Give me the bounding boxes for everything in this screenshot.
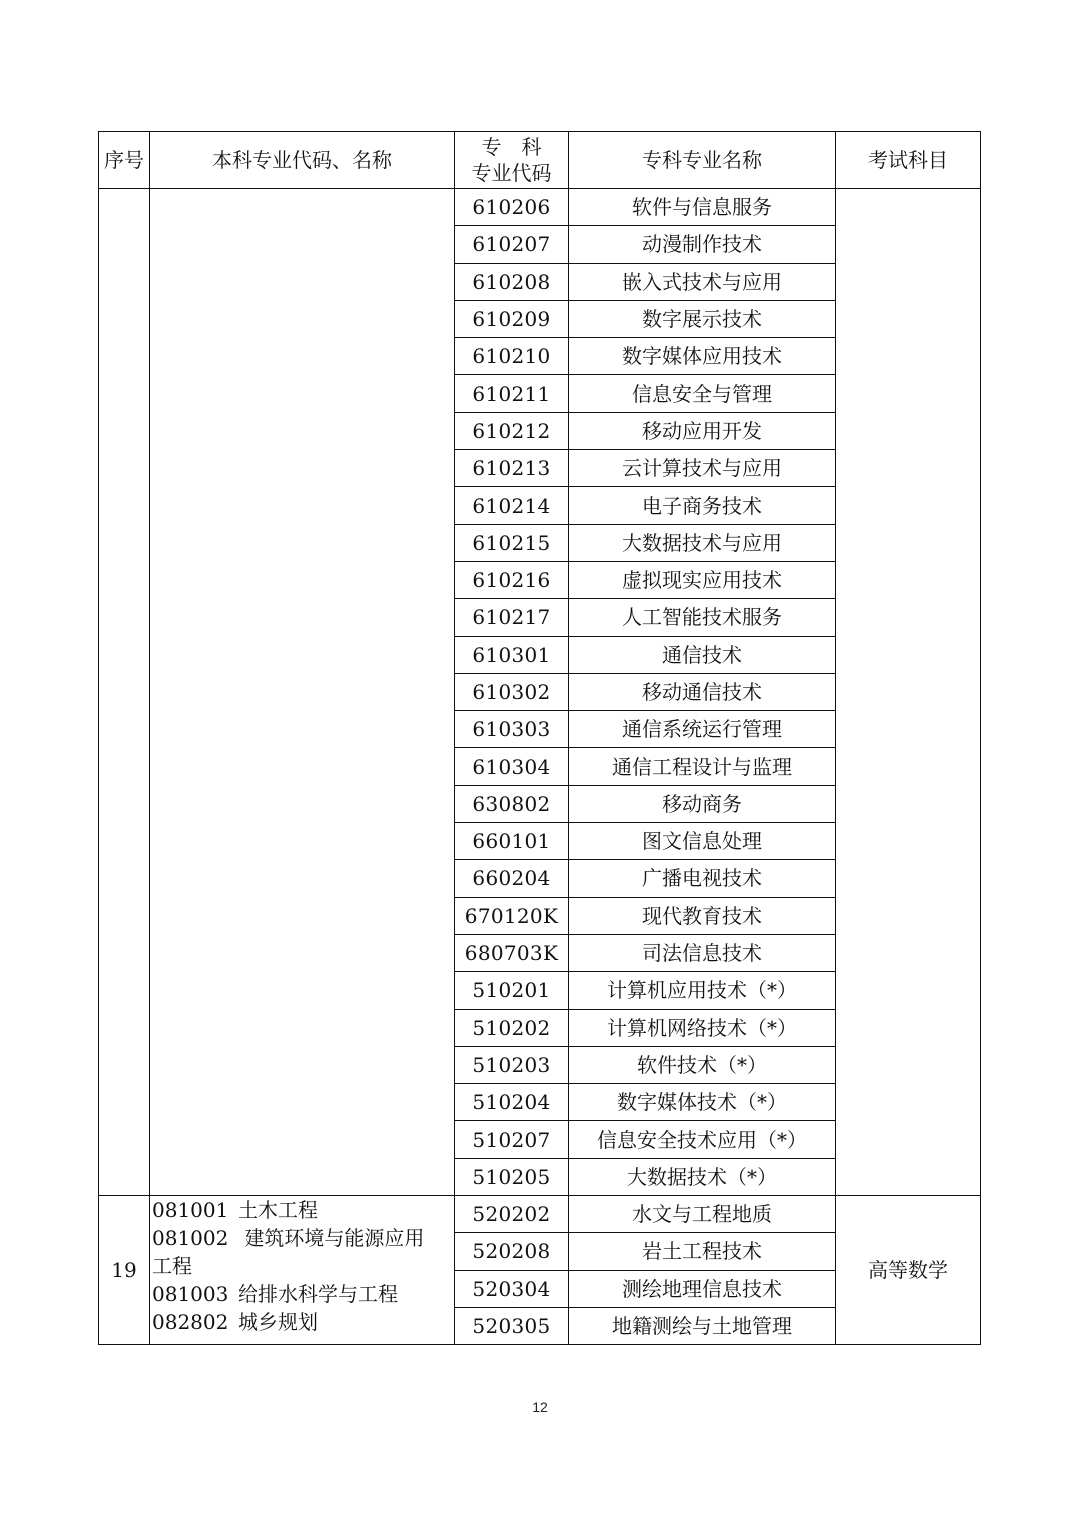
zk-name-cell: 通信技术 [569,636,836,673]
bk-major-line [152,1308,454,1336]
page-number: 12 [532,1399,548,1415]
zk-name-cell: 数字媒体技术（*） [569,1084,836,1121]
bk-major-name: 工程 [152,1254,192,1279]
zk-code-cell: 610212 [455,412,569,449]
zk-code-cell: 610214 [455,487,569,524]
header-zk-code [455,132,569,189]
zk-code-cell: 520305 [455,1307,569,1344]
zk-name-cell: 移动应用开发 [569,412,836,449]
zk-name-cell: 数字展示技术 [569,300,836,337]
zk-name-cell: 移动通信技术 [569,673,836,710]
table-row [99,1196,981,1233]
header-exam: 考试科目 [836,132,981,189]
zk-code-cell: 610207 [455,226,569,263]
zk-code-cell: 520304 [455,1270,569,1307]
zk-code-cell: 610304 [455,748,569,785]
zk-code-cell: 510201 [455,972,569,1009]
zk-code-cell: 610302 [455,673,569,710]
header-zk-name: 专科专业名称 [569,132,836,189]
zk-code-cell: 510207 [455,1121,569,1158]
header-row [99,132,981,189]
zk-code-cell: 610301 [455,636,569,673]
table-row [99,189,981,226]
zk-code-cell: 680703K [455,934,569,971]
zk-name-cell: 大数据技术（*） [569,1158,836,1195]
bk-major-line [152,1280,454,1308]
exam-cell-empty [836,189,981,1196]
zk-code-cell: 670120K [455,897,569,934]
zk-code-cell: 610213 [455,450,569,487]
majors-table [98,131,981,1345]
bk-major-line [152,1252,454,1280]
zk-name-cell: 大数据技术与应用 [569,524,836,561]
zk-name-cell: 云计算技术与应用 [569,450,836,487]
zk-code-cell: 610210 [455,338,569,375]
zk-code-cell: 610209 [455,300,569,337]
zk-name-cell: 计算机应用技术（*） [569,972,836,1009]
zk-code-cell: 610208 [455,263,569,300]
bk-majors-cell [150,1196,455,1345]
zk-name-cell: 电子商务技术 [569,487,836,524]
zk-code-cell: 630802 [455,785,569,822]
zk-name-cell: 信息安全技术应用（*） [569,1121,836,1158]
zk-name-cell: 软件技术（*） [569,1046,836,1083]
bk-major-code: 081002 [152,1226,229,1251]
zk-code-cell: 660101 [455,823,569,860]
zk-name-cell: 图文信息处理 [569,823,836,860]
bk-major-name: 土木工程 [238,1198,318,1223]
exam-cell: 高等数学 [836,1196,981,1345]
bk-major-name: 建筑环境与能源应用 [238,1226,425,1251]
header-zk-code-line2: 专业代码 [471,161,552,185]
zk-code-cell: 510202 [455,1009,569,1046]
zk-code-cell: 610217 [455,599,569,636]
zk-code-cell: 520202 [455,1196,569,1233]
zk-code-cell: 510205 [455,1158,569,1195]
zk-name-cell: 司法信息技术 [569,934,836,971]
zk-name-cell: 岩土工程技术 [569,1233,836,1270]
zk-name-cell: 人工智能技术服务 [569,599,836,636]
bk-major-code: 082802 [152,1310,229,1335]
zk-code-cell: 610303 [455,711,569,748]
bk-major-code: 081001 [152,1198,229,1223]
bk-cell-empty [150,189,455,1196]
zk-name-cell: 通信系统运行管理 [569,711,836,748]
zk-name-cell: 信息安全与管理 [569,375,836,412]
zk-name-cell: 通信工程设计与监理 [569,748,836,785]
bk-major-line [152,1196,454,1224]
zk-name-cell: 虚拟现实应用技术 [569,561,836,598]
zk-name-cell: 数字媒体应用技术 [569,338,836,375]
zk-code-cell: 610211 [455,375,569,412]
zk-code-cell: 660204 [455,860,569,897]
zk-code-cell: 610206 [455,189,569,226]
bk-major-code: 081003 [152,1282,229,1307]
header-zk-code-line1: 专 科 [481,135,542,159]
bk-major-name: 给排水科学与工程 [238,1282,398,1307]
zk-name-cell: 移动商务 [569,785,836,822]
zk-code-cell: 510204 [455,1084,569,1121]
zk-name-cell: 现代教育技术 [569,897,836,934]
zk-name-cell: 嵌入式技术与应用 [569,263,836,300]
zk-name-cell: 测绘地理信息技术 [569,1270,836,1307]
bk-major-name: 城乡规划 [238,1310,318,1335]
bk-major-line [152,1224,454,1252]
zk-code-cell: 610216 [455,561,569,598]
zk-code-cell: 520208 [455,1233,569,1270]
zk-name-cell: 计算机网络技术（*） [569,1009,836,1046]
zk-name-cell: 广播电视技术 [569,860,836,897]
header-seq: 序号 [99,132,150,189]
zk-name-cell: 软件与信息服务 [569,189,836,226]
zk-name-cell: 动漫制作技术 [569,226,836,263]
zk-code-cell: 510203 [455,1046,569,1083]
seq-cell: 19 [99,1196,150,1345]
zk-name-cell: 地籍测绘与土地管理 [569,1307,836,1344]
seq-cell-empty [99,189,150,1196]
zk-name-cell: 水文与工程地质 [569,1196,836,1233]
header-bk: 本科专业代码、名称 [150,132,455,189]
zk-code-cell: 610215 [455,524,569,561]
